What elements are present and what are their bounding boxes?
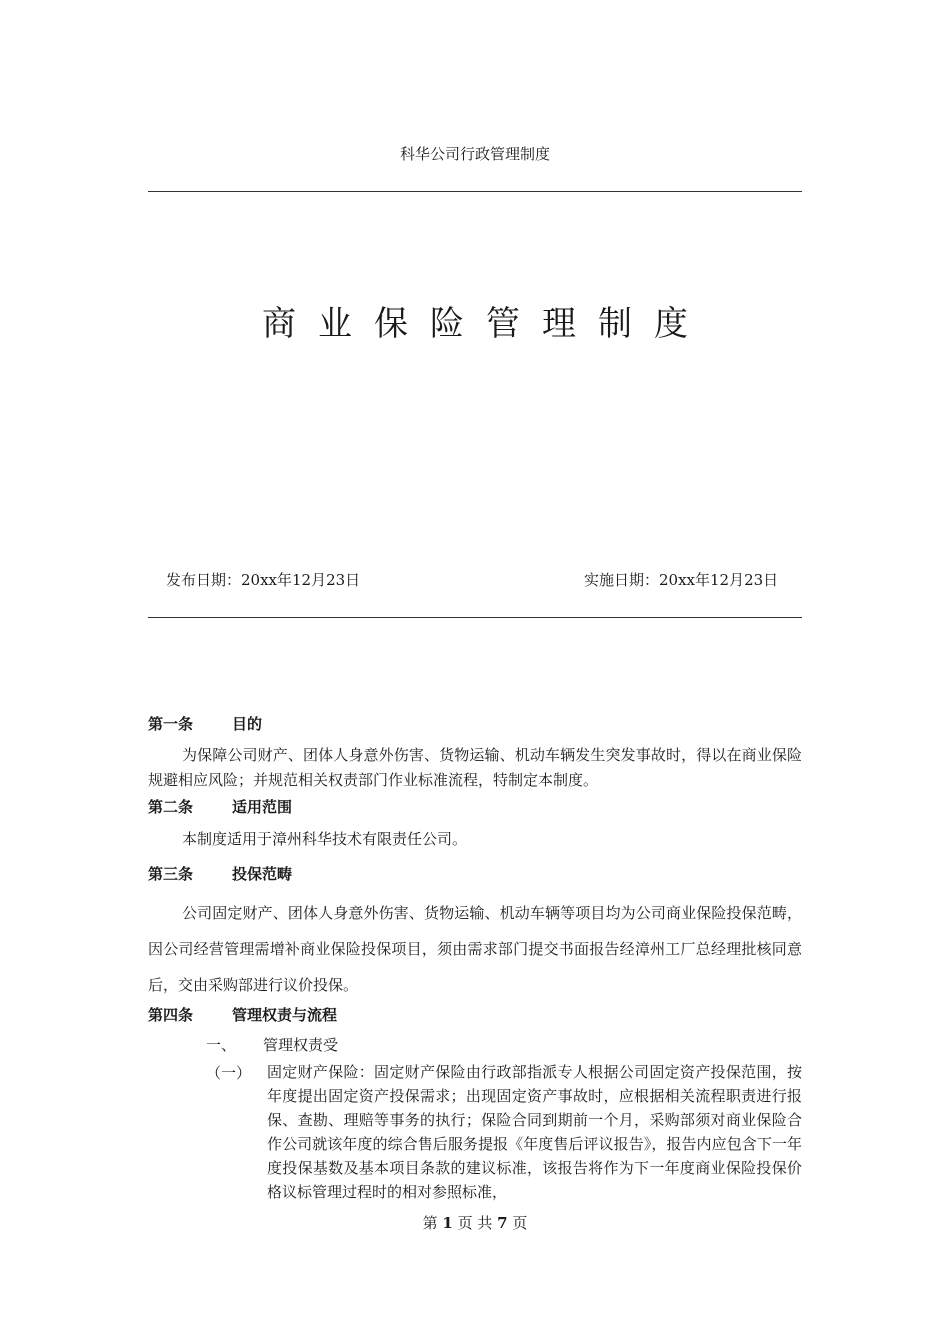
date-divider bbox=[148, 617, 802, 618]
footer-middle: 页 共 bbox=[457, 1214, 493, 1232]
section-title: 投保范畴 bbox=[232, 865, 293, 883]
section-body: 公司固定财产、团体人身意外伤害、货物运输、机动车辆等项目均为公司商业保险投保范畴，因公司经营管理需增补商业保险投保项目，须由需求部门提交书面报告经漳州工厂总经理批核同意后，交由采购部进行议价投保。 bbox=[148, 904, 802, 994]
publish-date: 发布日期：20xx年12月23日 bbox=[166, 571, 361, 589]
footer-suffix: 页 bbox=[512, 1214, 528, 1232]
section-body: 本制度适用于漳州科华技术有限责任公司。 bbox=[182, 830, 468, 848]
subsection-title: 管理权责受 bbox=[263, 1036, 339, 1054]
section-heading bbox=[148, 1004, 337, 1025]
section-heading bbox=[148, 713, 262, 734]
section-heading bbox=[148, 863, 292, 884]
section-number: 第三条 bbox=[148, 865, 194, 883]
subsection-number: 一、 bbox=[206, 1036, 237, 1054]
section-heading bbox=[148, 796, 292, 817]
section-title: 管理权责与流程 bbox=[232, 1006, 338, 1024]
section-number: 第四条 bbox=[148, 1006, 194, 1024]
section-body: 为保障公司财产、团体人身意外伤害、货物运输、机动车辆发生突发事故时，得以在商业保险规避相应风险；并规范相关权责部门作业标准流程，特制定本制度。 bbox=[148, 746, 802, 789]
effective-date: 实施日期：20xx年12月23日 bbox=[584, 571, 779, 589]
total-pages: 7 bbox=[497, 1214, 508, 1232]
section-title: 目的 bbox=[232, 715, 263, 733]
section-title: 适用范围 bbox=[232, 798, 293, 816]
document-title: 商业保险管理制度 bbox=[262, 304, 710, 344]
item-number: （一） bbox=[206, 1064, 252, 1082]
current-page-number: 1 bbox=[442, 1214, 453, 1232]
header-company-title: 科华公司行政管理制度 bbox=[399, 145, 550, 163]
item-body: 固定财产保险：固定财产保险由行政部指派专人根据公司固定资产投保范围，按年度提出固定资产投保需求；出现固定资产事故时，应根据相关流程职责进行报保、查勘、理赔等事务的执行；保险合同到期前一个月，采购部须对商业保险合作公司就该年度的综合售后服务提报《年度售后评议报告》，报告内应包含下一年度投保基数及基本项目条款的建议标准，该报告将作为下一年度商业保险投保价格议标管理过程时的相对参照标准， bbox=[267, 1063, 802, 1201]
section-number: 第二条 bbox=[148, 798, 194, 816]
header-divider bbox=[148, 191, 802, 192]
footer-prefix: 第 bbox=[422, 1214, 438, 1232]
section-number: 第一条 bbox=[148, 715, 194, 733]
page-footer bbox=[0, 1212, 950, 1233]
